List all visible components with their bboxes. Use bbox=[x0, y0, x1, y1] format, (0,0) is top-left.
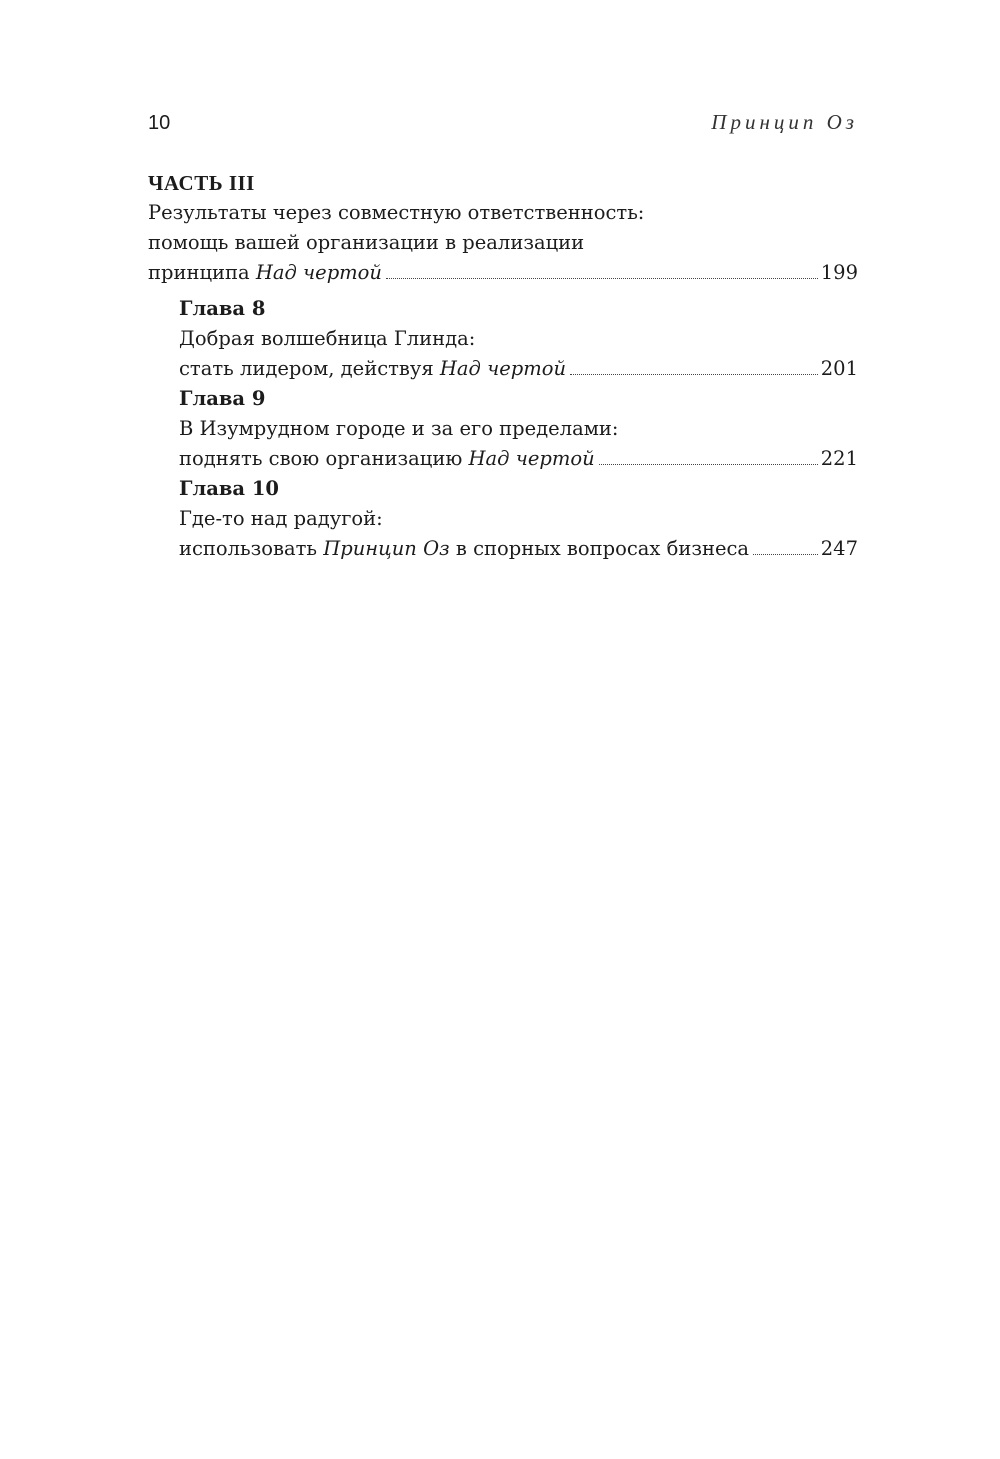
chapter-title-text bbox=[179, 354, 566, 384]
chapter-title-plain: стать лидером, действуя bbox=[179, 357, 440, 380]
part-page-ref: 199 bbox=[820, 261, 858, 284]
part-title-line-2: помощь вашей организации в реализации bbox=[148, 231, 585, 254]
table-of-contents bbox=[148, 168, 858, 564]
dot-leader bbox=[570, 374, 818, 375]
dot-leader bbox=[599, 464, 818, 465]
part-title-italic: Над чертой bbox=[255, 261, 382, 284]
part-title-plain: принципа bbox=[148, 261, 256, 284]
part-title-text bbox=[148, 258, 382, 288]
page-number: 10 bbox=[148, 112, 171, 134]
toc-chapters bbox=[148, 294, 858, 564]
chapter-page-ref: 247 bbox=[820, 537, 858, 560]
toc-chapter-10 bbox=[148, 474, 858, 564]
chapter-title-plain: поднять свою организацию bbox=[179, 447, 469, 470]
running-title: Принцип Оз bbox=[711, 110, 858, 134]
chapter-title-line-1: Где-то над радугой: bbox=[179, 507, 383, 530]
part-heading: ЧАСТЬ III bbox=[148, 171, 255, 195]
chapter-title-plain-after: в спорных вопросах бизнеса bbox=[449, 537, 750, 560]
chapter-title-italic: Над чертой bbox=[468, 447, 595, 470]
chapter-title-text bbox=[179, 444, 595, 474]
chapter-title-line-2[interactable] bbox=[179, 354, 858, 384]
part-title-line-1: Результаты через совместную ответственность: bbox=[148, 201, 645, 224]
chapter-title-line-2[interactable] bbox=[179, 444, 858, 474]
chapter-page-ref: 201 bbox=[820, 357, 858, 380]
running-header bbox=[148, 110, 858, 140]
chapter-title-italic: Принцип Оз bbox=[323, 537, 450, 560]
chapter-title-line-1: Добрая волшебница Глинда: bbox=[179, 327, 476, 350]
dot-leader bbox=[386, 278, 818, 279]
chapter-title-plain: использовать bbox=[179, 537, 324, 560]
chapter-heading: Глава 8 bbox=[179, 297, 266, 320]
chapter-title-line-1: В Изумрудном городе и за его пределами: bbox=[179, 417, 619, 440]
toc-chapter-9 bbox=[148, 384, 858, 474]
chapter-title-line-2[interactable] bbox=[179, 534, 858, 564]
toc-chapter-8 bbox=[148, 294, 858, 384]
chapter-heading: Глава 10 bbox=[179, 477, 279, 500]
chapter-page-ref: 221 bbox=[820, 447, 858, 470]
part-title-line-3[interactable] bbox=[148, 258, 858, 288]
toc-part bbox=[148, 168, 858, 288]
chapter-heading: Глава 9 bbox=[179, 387, 266, 410]
dot-leader bbox=[753, 554, 818, 555]
chapter-title-italic: Над чертой bbox=[439, 357, 567, 380]
chapter-title-text bbox=[179, 534, 749, 564]
